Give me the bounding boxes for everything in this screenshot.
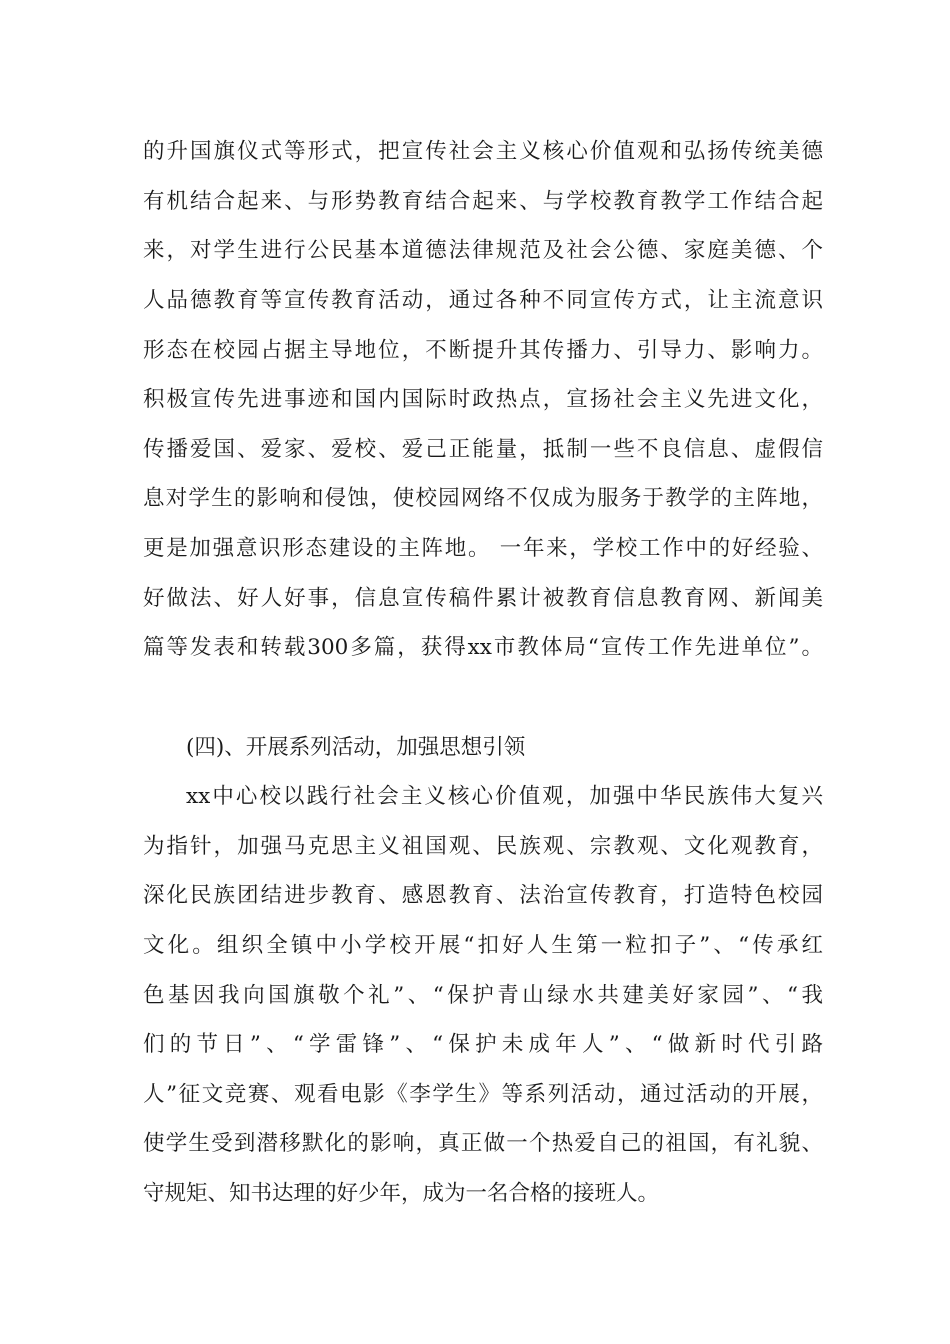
paragraph-line: 的升国旗仪式等形式，把宣传社会主义核心价值观和弘扬传统美德 xyxy=(143,139,823,164)
paragraph-line: 守规矩、知书达理的好少年，成为一名合格的接班人。 xyxy=(143,1181,660,1206)
section-heading: (四)、开展系列活动，加强思想引领 xyxy=(186,735,526,760)
paragraph-line: 们的节日”、“学雷锋”、“保护未成年人”、“做新时代引路 xyxy=(143,1032,823,1057)
paragraph-line: 人品德教育等宣传教育活动，通过各种不同宣传方式，让主流意识 xyxy=(143,288,823,313)
paragraph-line: xx中心校以践行社会主义核心价值观，加强中华民族伟大复兴 xyxy=(186,784,823,809)
paragraph-line: 传播爱国、爱家、爱校、爱己正能量，抵制一些不良信息、虚假信 xyxy=(143,437,823,462)
paragraph-line: 有机结合起来、与形势教育结合起来、与学校教育教学工作结合起 xyxy=(143,189,823,214)
paragraph-line: 息对学生的影响和侵蚀，使校园网络不仅成为服务于教学的主阵地， xyxy=(143,486,823,511)
paragraph-line: 好做法、好人好事，信息宣传稿件累计被教育信息教育网、新闻美 xyxy=(143,586,823,611)
paragraph-line: 形态在校园占据主导地位，不断提升其传播力、引导力、影响力。 xyxy=(143,338,823,363)
paragraph-line: 深化民族团结进步教育、感恩教育、法治宣传教育，打造特色校园 xyxy=(143,883,823,908)
paragraph-line: 使学生受到潜移默化的影响，真正做一个热爱自己的祖国，有礼貌、 xyxy=(143,1131,823,1156)
paragraph-line: 篇等发表和转载300多篇，获得xx市教体局“宣传工作先进单位”。 xyxy=(143,635,823,660)
paragraph-line: 人”征文竞赛、观看电影《李学生》等系列活动，通过活动的开展， xyxy=(143,1082,823,1107)
paragraph-line: 更是加强意识形态建设的主阵地。 一年来，学校工作中的好经验、 xyxy=(143,536,823,561)
paragraph-line: 来，对学生进行公民基本道德法律规范及社会公德、家庭美德、个 xyxy=(143,238,823,263)
paragraph-line: 为指针，加强马克思主义祖国观、民族观、宗教观、文化观教育， xyxy=(143,834,823,859)
paragraph-line: 文化。组织全镇中小学校开展“扣好人生第一粒扣子”、“传承红 xyxy=(143,933,823,958)
paragraph-line: 积极宣传先进事迹和国内国际时政热点，宣扬社会主义先进文化， xyxy=(143,387,823,412)
paragraph-line: 色基因我向国旗敬个礼”、“保护青山绿水共建美好家园”、“我 xyxy=(143,983,823,1008)
